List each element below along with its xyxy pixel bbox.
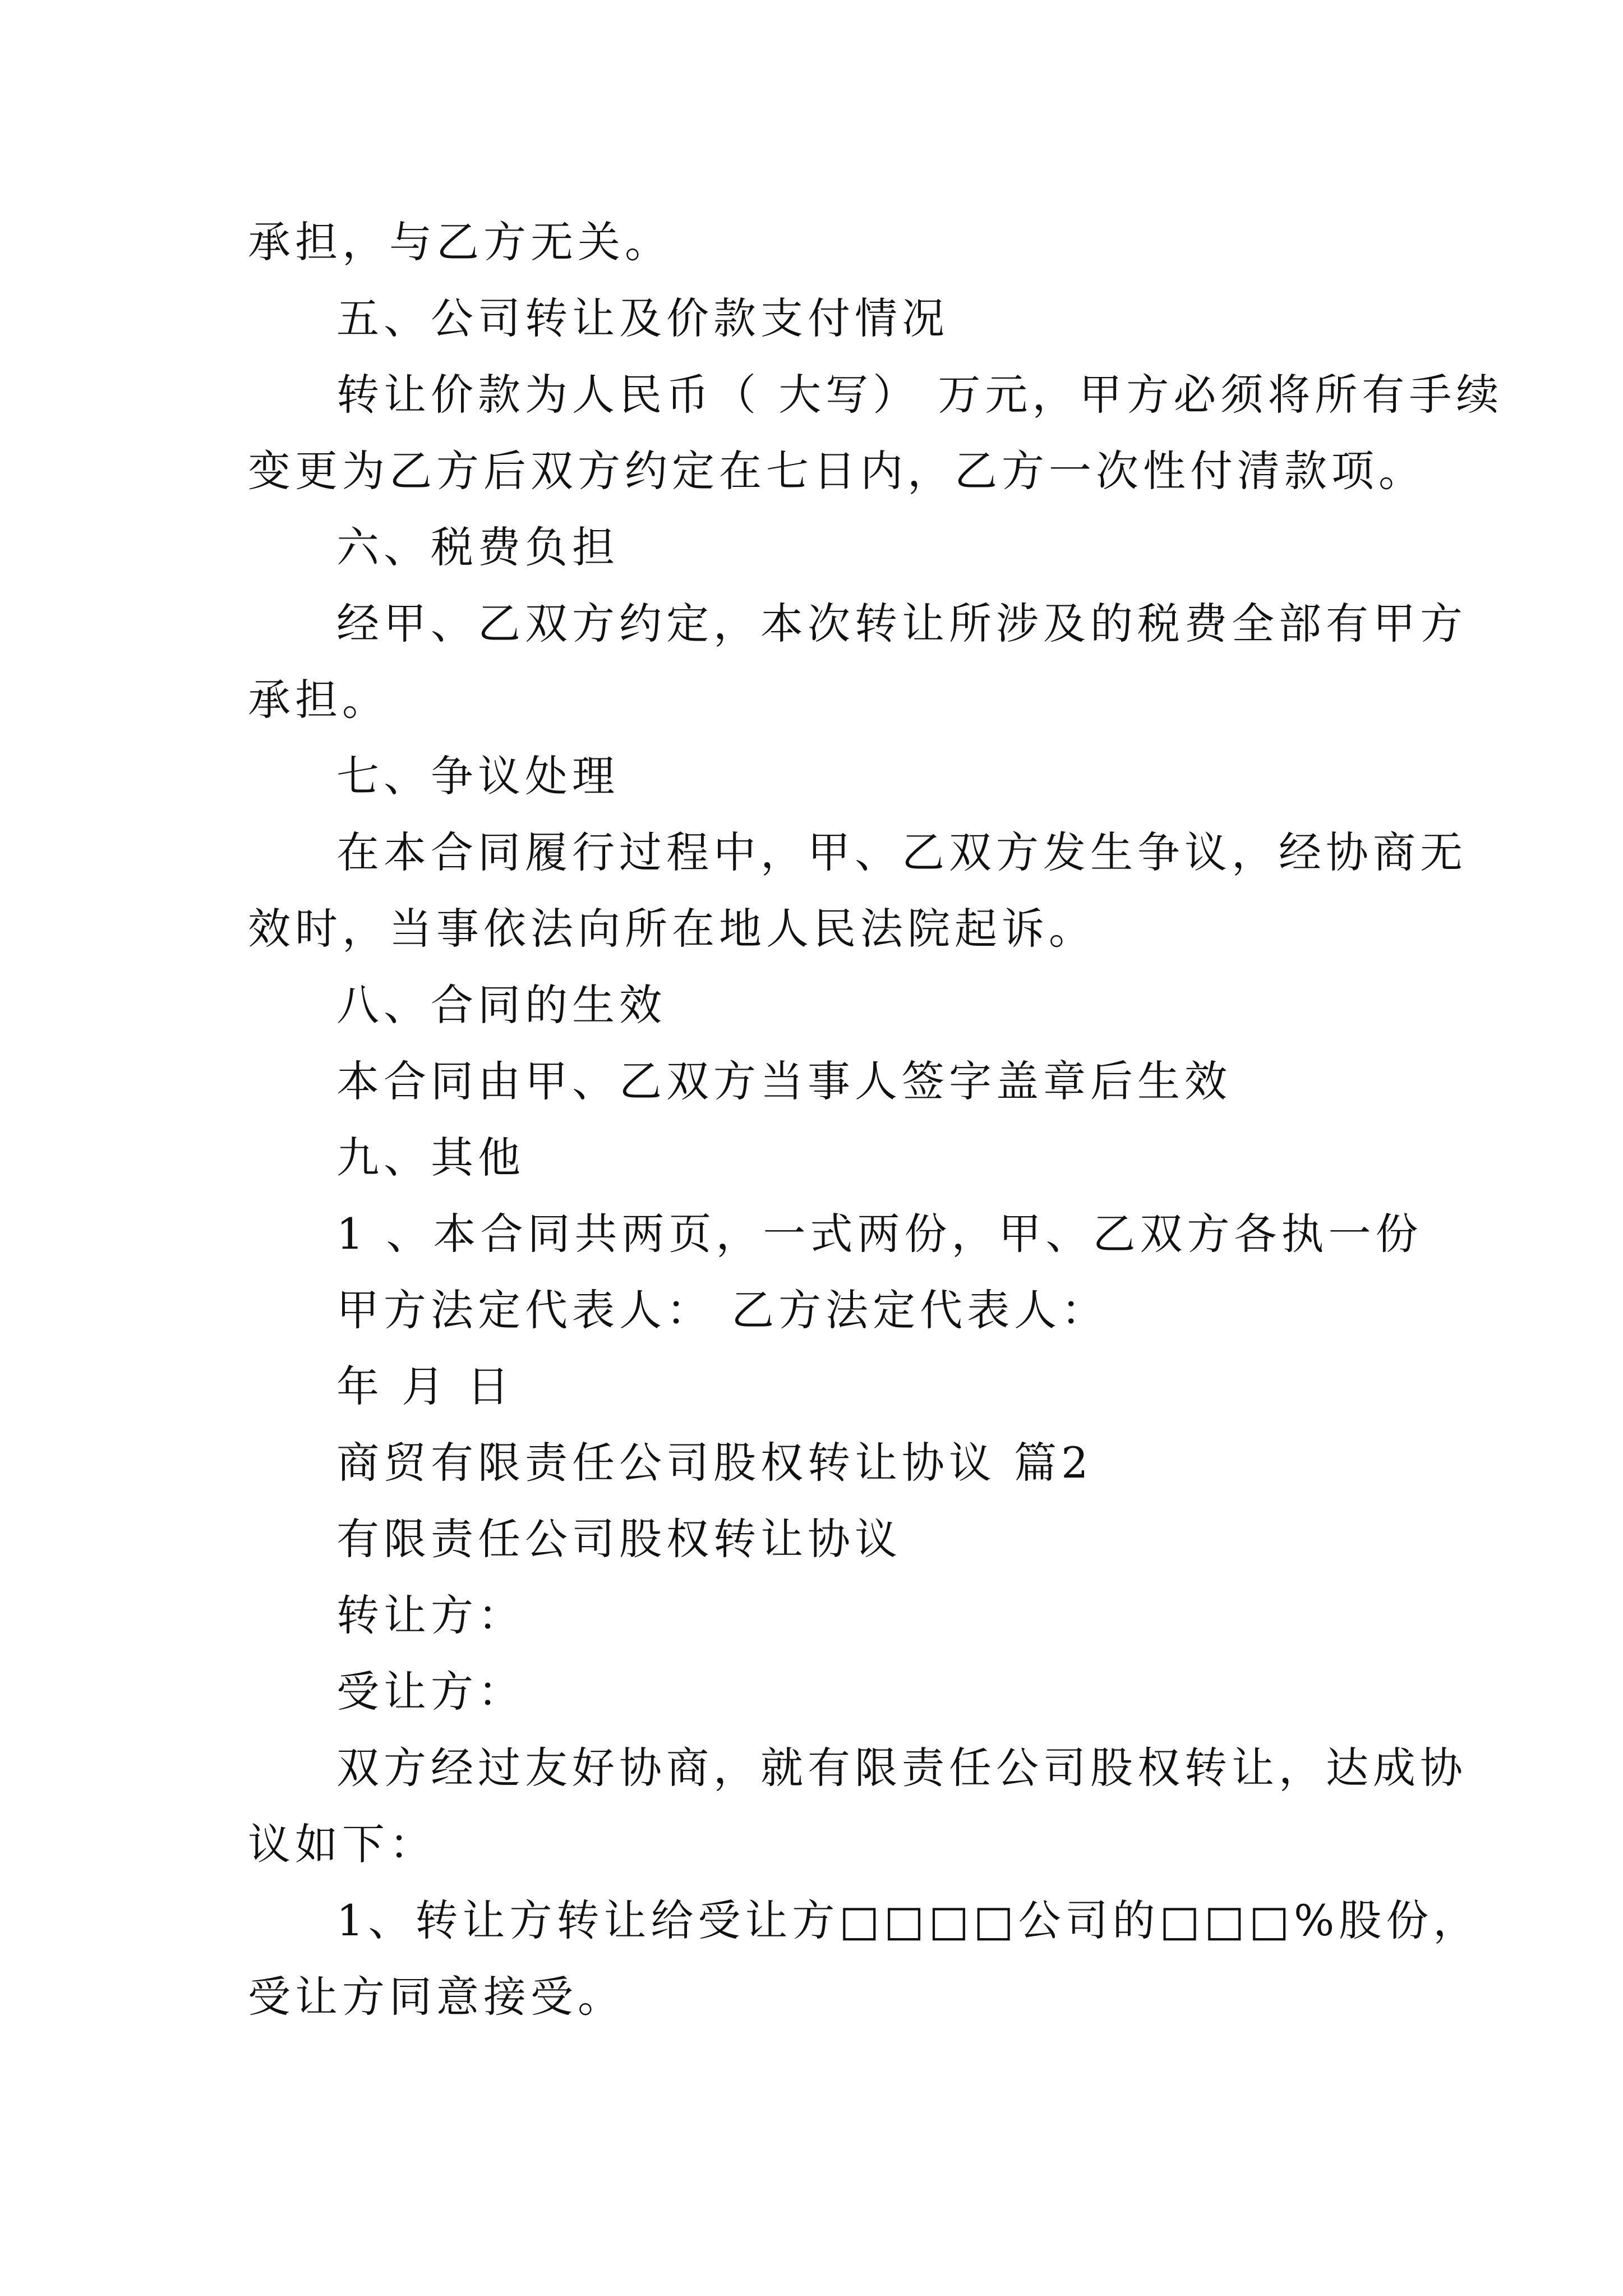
text-line: 双方经过友好协商，就有限责任公司股权转让，达成协 — [336, 1743, 1467, 1793]
section-heading: 五、公司转让及价款支付情况 — [336, 293, 949, 343]
section-heading: 六、税费负担 — [336, 522, 619, 572]
text-line: 本合同由甲、乙双方当事人签字盖章后生效 — [336, 1056, 1232, 1106]
text-line: 1、转让方转让给受让方□□□□公司的□□□%股份， — [336, 1895, 1481, 1945]
document-title: 商贸有限责任公司股权转让协议 篇2 — [336, 1438, 1093, 1488]
party-line: 受让方： — [336, 1667, 525, 1717]
section-heading: 九、其他 — [336, 1133, 525, 1182]
text-line: 承担。 — [248, 675, 389, 725]
text-line: 效时，当事依法向所在地人民法院起诉。 — [248, 904, 1096, 954]
document-subtitle: 有限责任公司股权转让协议 — [336, 1514, 902, 1564]
text-line: 变更为乙方后双方约定在七日内，乙方一次性付清款项。 — [248, 446, 1426, 496]
section-heading: 八、合同的生效 — [336, 980, 666, 1030]
text-line: 议如下： — [248, 1819, 436, 1869]
text-line: 在本合同履行过程中，甲、乙双方发生争议，经协商无 — [336, 827, 1467, 877]
text-line: 承担，与乙方无关。 — [248, 217, 672, 267]
party-line: 转让方： — [336, 1590, 525, 1640]
text-line: 受让方同意接受。 — [248, 1972, 625, 2022]
text-line: 经甲、乙双方约定，本次转让所涉及的税费全部有甲方 — [336, 599, 1467, 648]
date-line: 年 月 日 — [336, 1361, 514, 1411]
text-line: 转让价款为人民币（ 大写） 万元，甲方必须将所有手续 — [336, 370, 1504, 420]
signature-line: 甲方法定代表人： 乙方法定代表人： — [336, 1285, 1109, 1335]
text-line: 1 、本合同共两页，一式两份，甲、乙双方各执一份 — [336, 1209, 1423, 1259]
section-heading: 七、争议处理 — [336, 751, 619, 801]
